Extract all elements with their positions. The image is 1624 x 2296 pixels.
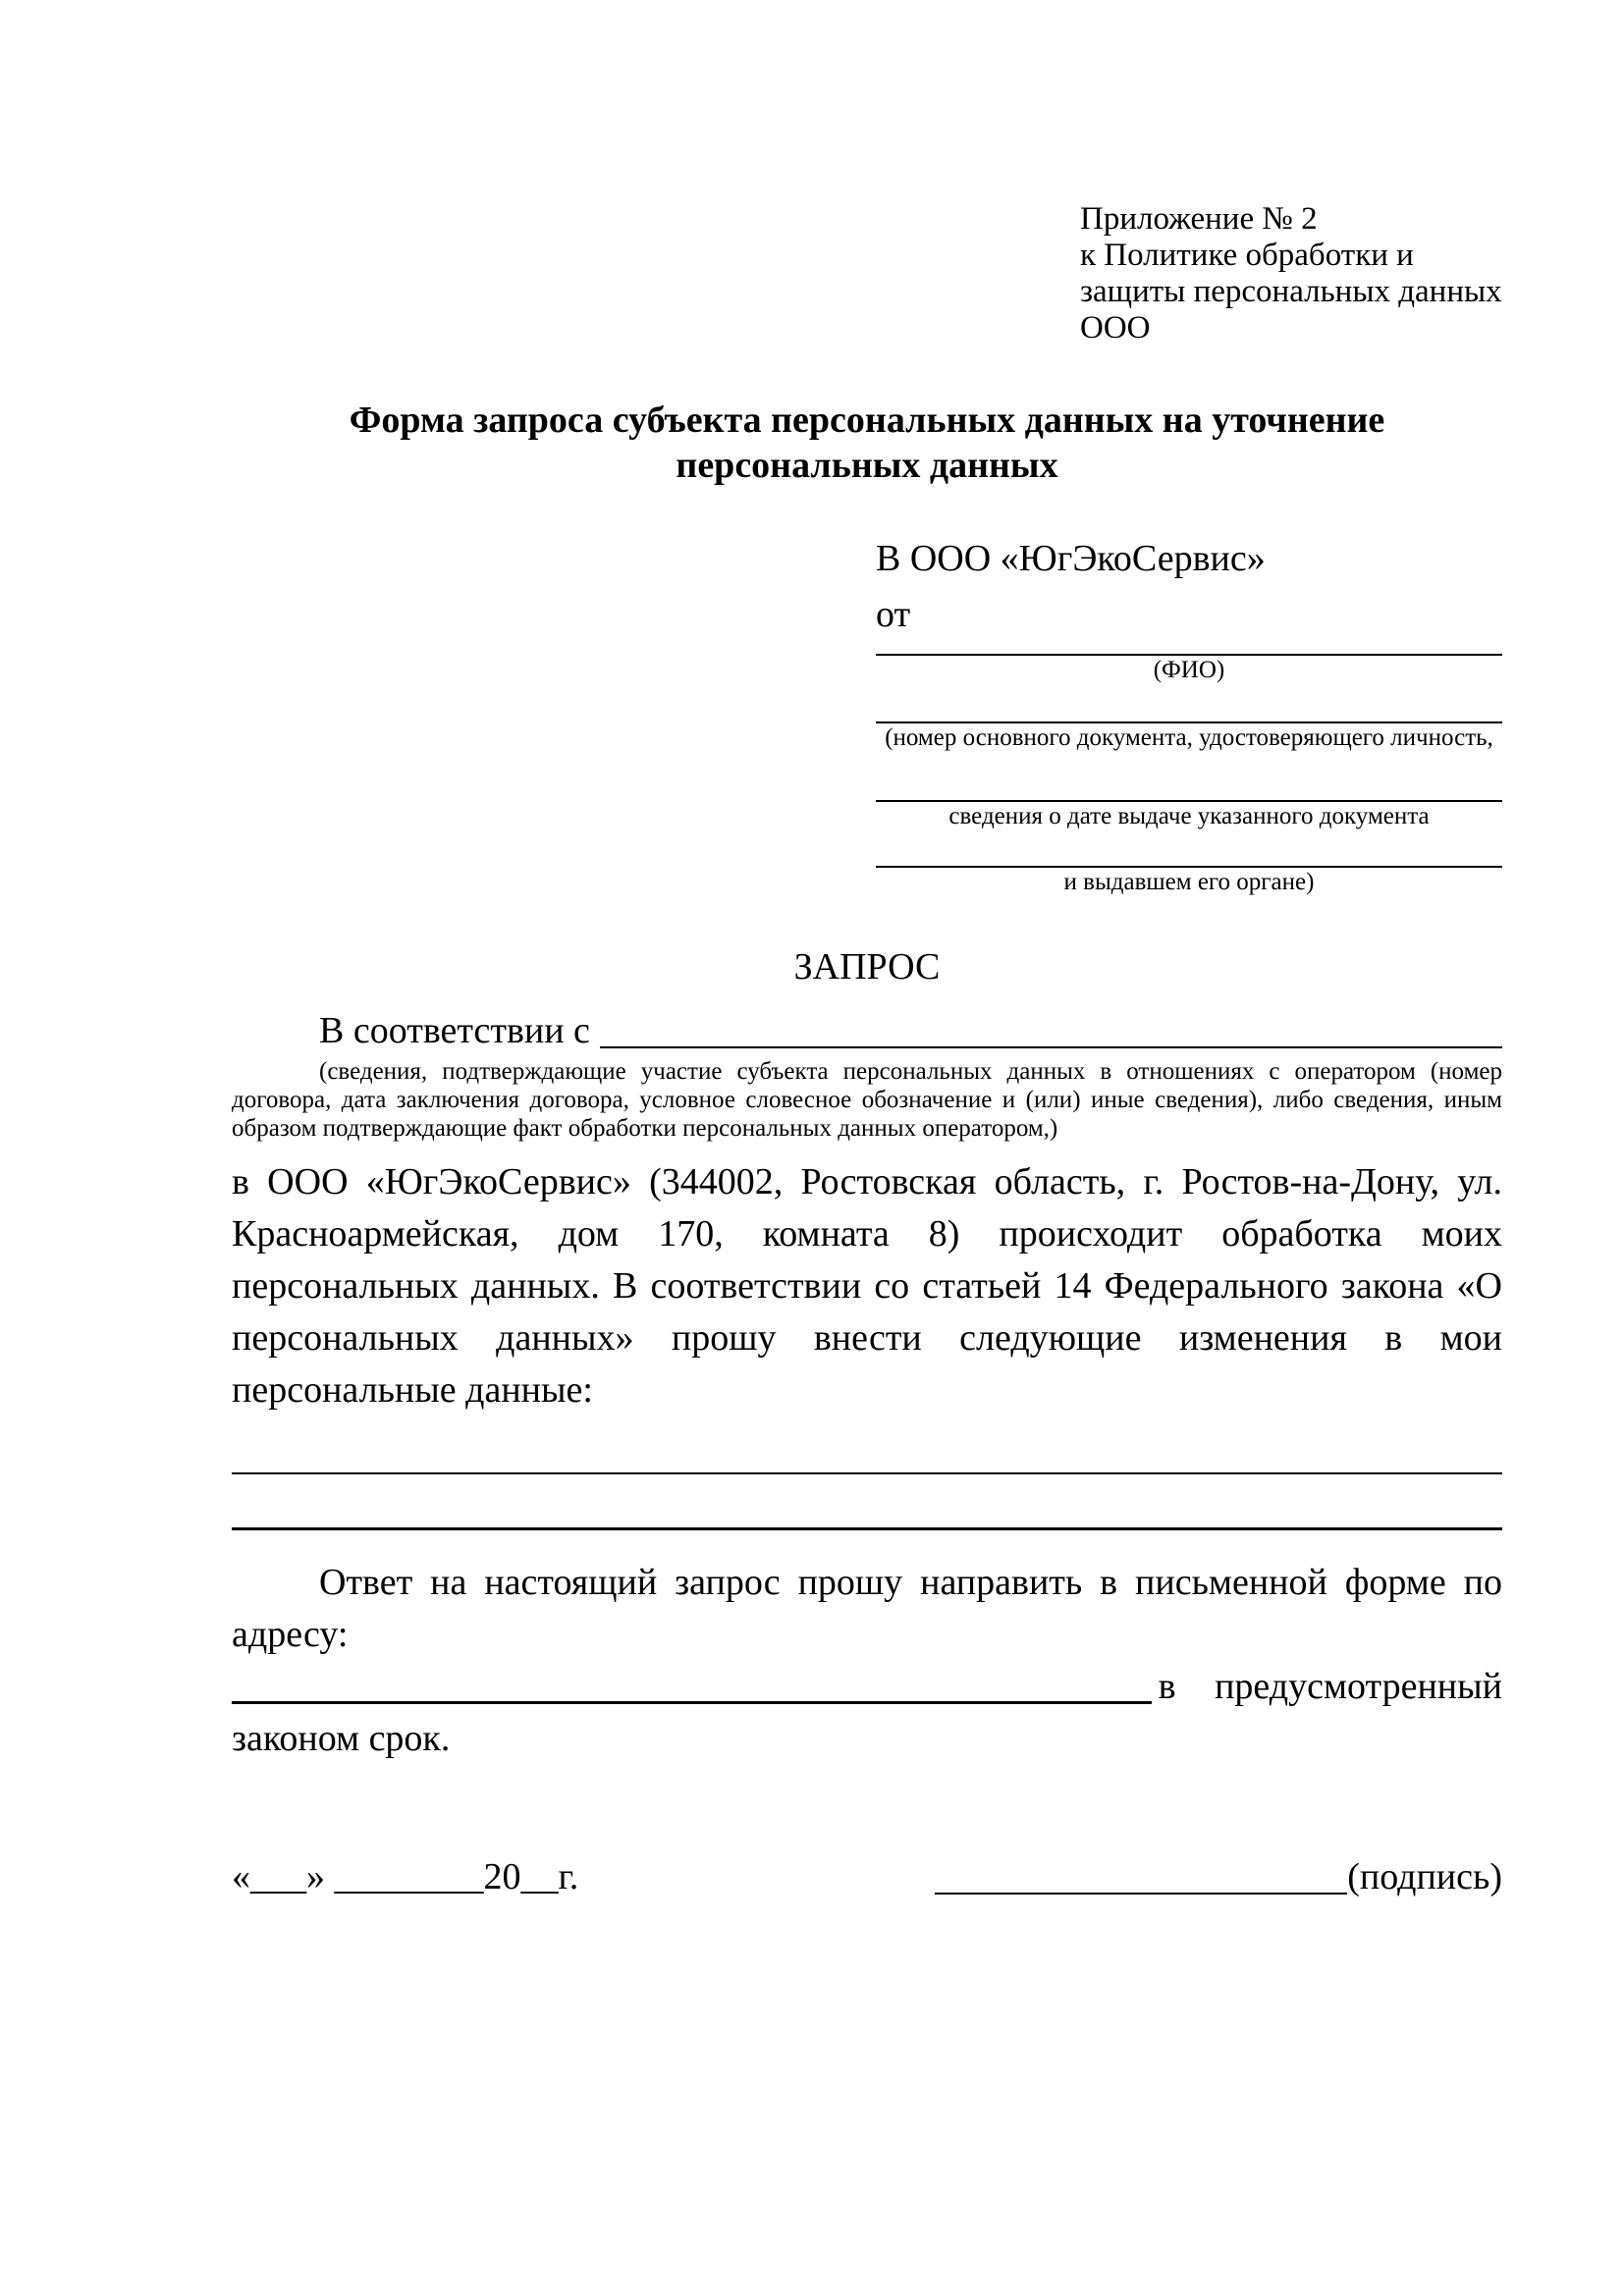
document-number-caption: (номер основного документа, удостоверяющего личность,	[885, 724, 1493, 751]
appendix-line: Приложение № 2	[1080, 201, 1318, 237]
request-body-paragraph: в ООО «ЮгЭкоСервис» (344002, Ростовская область, г. Ростов-на-Дону, ул. Красноармейская, дом 170, комната 8) происходит обработка моих персональных данных. В соответствии со статьей 14 Федерального закона «О персональных данных» прошу внести следующие изменения в мои персональные данные:	[232, 1161, 1502, 1411]
reply-paragraph: Ответ на настоящий запрос прошу направить в письменной форме по адресу:	[232, 1562, 1502, 1655]
appendix-line: ООО	[1080, 310, 1151, 346]
reply-tail-text: в предусмотренный	[1158, 1666, 1502, 1707]
address-blank-field	[232, 1701, 1152, 1704]
appendix-line: к Политике обработки и	[1080, 238, 1414, 273]
changes-blank-line-1	[232, 1416, 1502, 1474]
basis-footnote: (сведения, подтверждающие участие субъекта персональных данных в отношениях с оператором (номер договора, дата заключения договора, условное словесное обозначение и (или) иные сведения), либо сведения, иным образом подтверждающие факт обработки персональных данных оператором,)	[232, 1058, 1502, 1142]
issue-date-caption: сведения о дате выдаче указанного документа	[948, 803, 1430, 829]
document-number-field-line	[876, 685, 1502, 723]
date-line: «___» ________20__г.	[232, 1856, 579, 1897]
appendix-line: защиты персональных данных	[1080, 274, 1502, 309]
reply-end-text: законом срок.	[232, 1718, 451, 1759]
basis-blank-field	[600, 1046, 1502, 1048]
date-signature-row	[232, 1851, 1502, 1903]
issuing-authority-caption: и выдавшем его органе)	[1063, 869, 1315, 895]
fio-field-line	[876, 641, 1502, 656]
recipient-organization: В ООО «ЮгЭкоСервис»	[876, 538, 1266, 579]
from-label: от	[876, 594, 911, 635]
appendix-header	[1080, 201, 1502, 347]
basis-line	[232, 1005, 1502, 1057]
recipient-block	[876, 533, 1502, 897]
signature-caption: (подпись)	[1347, 1856, 1502, 1897]
fio-caption: (ФИО)	[1153, 657, 1225, 683]
issue-date-field-line	[876, 753, 1502, 802]
signature-field-line	[935, 1893, 1347, 1895]
basis-prefix: В соответствии с	[319, 1010, 590, 1051]
signature-block	[935, 1851, 1502, 1903]
changes-blank-line-2	[232, 1474, 1502, 1530]
request-heading: ЗАПРОС	[793, 946, 941, 988]
document-title: Форма запроса субъекта персональных данных на уточнение персональных данных	[349, 400, 1385, 486]
issuing-authority-field-line	[876, 831, 1502, 868]
address-row	[232, 1661, 1502, 1713]
